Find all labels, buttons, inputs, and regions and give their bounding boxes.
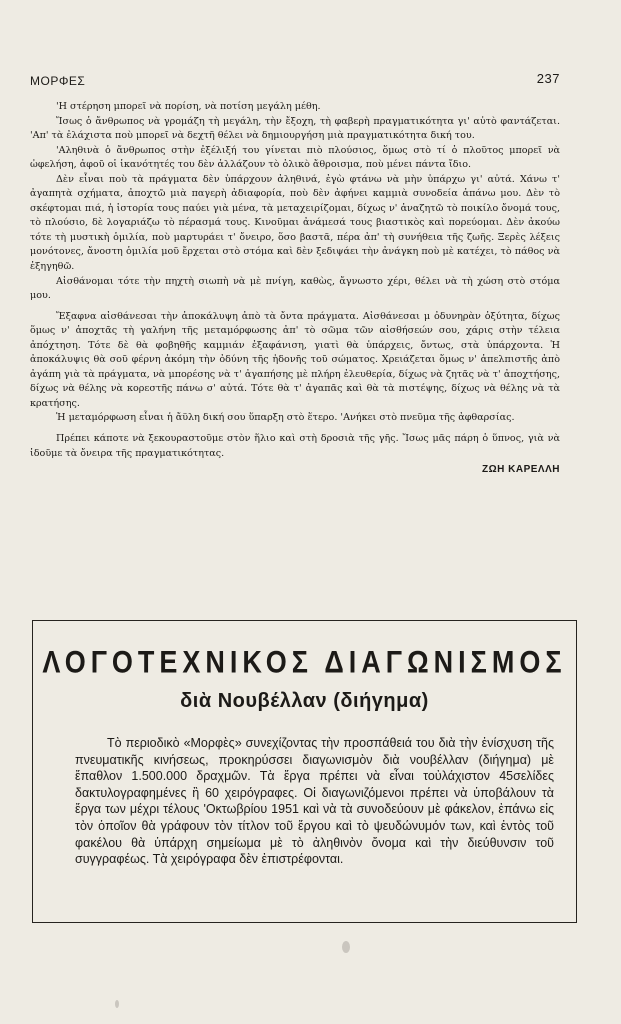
announcement-body [75,735,554,868]
paragraph: Ἡ μεταμόρφωση εἶναι ἡ ἄϋλη δική σου ὕπαρξη στὸ ἕτερο. 'Ανήκει στὸ πνεῦμα τῆς ἀφθαρσίας. [56,412,515,424]
journal-title: ΜΟΡΦΕΣ [30,74,86,88]
paragraph: Ἔξαφνα αἰσθάνεσαι τὴν ἀποκάλυψη ἀπὸ τὰ ὄντα πράγματα. Αἰσθάνεσαι μ ὀδυνηρὰν ὀξύτητα, δίχως ὅμως ν' ἀποχτᾶς τὴ γαλήνη τῆς μεταμόρφωσης ἀπ' τὸ σῶμα τῶν αἰσθήσεών σου, χάρις στὴν τέλεια ἀπόχτηση. Τότε δὲ θὰ φοβηθῆς καμμιάν ἐξαφάνιση, γιατὶ θὰ ὑπάρχεις, ὄντως, στὰ ὑπάρχοντα. Ἡ ἀποκάλυψις θὰ σοῦ φέρνη ἀκόμη τὴν ὀδύνη τῆς ἡδονῆς τοῦ σώματος. Χρειάζεται ὅμως ν' ἀπελπιστῆς ἀπὸ ἀγάπη γιὰ τὰ πράγματα, νὰ μπορέσης νὰ τ' ἀγαπήσης μὲ πλήρη ἐλευθερία, δίχως νὰ ζητᾶς νὰ τ' ἀποχτήσης, δίχως νὰ θέλης νὰ κορεστῆς πάνω σ' αὐτά. Τότε θὰ τ' ἀγαπᾶς καὶ θὰ τὰ πιστέψης, δίχως νὰ θέλης νὰ τὰ κρατήσης. [30,310,560,409]
ink-smudge [115,1000,119,1008]
announcement-subtitle: διὰ Νουβέλλαν (διήγημα) [180,690,429,712]
ink-smudge [342,941,350,953]
paragraph: Αἰσθάνομαι τότε τὴν πηχτὴ σιωπὴ νὰ μὲ πνίγη, καθὼς, ἄγνωστο χέρι, θέλει νὰ τὴ χώση στὸ στόμα μου. [30,275,560,302]
paragraph: 'Η στέρηση μπορεῖ νὰ πορίση, νὰ ποτίση μεγάλη μέθη. [56,101,321,112]
announcement-title: ΛΟΓΟΤΕΧΝΙΚΟΣ ΔΙΑΓΩΝΙΣΜΟΣ [42,644,567,680]
paragraph: Πρέπει κάποτε νὰ ξεκουραστοῦμε στὸν ἥλιο καὶ στὴ δροσιὰ τῆς γῆς. Ἴσως μᾶς πάρη ὁ ὕπνος, γιὰ νὰ ἰδοῦμε τὰ ὄνειρα τῆς πραγματικότητας. [30,433,560,459]
paragraph: Ἴσως ὁ ἄνθρωπος νὰ γρομάζη τὴ μεγάλη, τὴν ἔξοχη, τὴ φαβερὴ πραγματικότητα γι' αὐτὸ φαντάζεται. 'Απ' τὰ ἐλάχιστα ποὺ μπορεῖ νὰ δεχτῆ θέλει νὰ δημιουργήση μιὰ πραγματικότητα δική του. [30,115,560,142]
announcement-paragraph: Τὸ περιοδικὸ «Μορφὲς» συνεχίζοντας τὴν προσπάθειά του διὰ τὴν ἐνίσχυση τῆς πνευματικῆς κινήσεως, προκηρύσσει διαγωνισμὸν διὰ νουβέλλαν (διήγημα) μὲ ἔπαθλον 1.500.000 δραχμῶν. Τὰ ἔργα πρέπει νὰ εἶναι τοὐλάχιστον 45σελίδες δακτυλογραφημένες ἢ 60 χειρόγραφες. Οἱ διαγωνιζόμενοι πρέπει νὰ ὑποβάλουν τὰ ἔργα των μέχρι τέλους 'Οκτωβρίου 1951 καὶ νὰ τὰ συνοδεύουν μὲ φάκελον, ἐπάνω εἰς τὸν ὁποῖον θὰ γράφουν τὸν τίτλον τοῦ ἔργου καὶ τὸ ψευδώνυμόν των, καὶ ἐντὸς τοῦ φακέλου θὰ ὑπάρχη σημείωμα μὲ τὸ ἀληθινὸν ὄνομα καὶ τὴν διεύθυνσιν τοῦ συγγραφέως. Τὰ χειρόγραφα δὲν ἐπιστρέφονται. [75,736,554,867]
article-text [30,100,560,478]
author-signature: ΖΩΗ ΚΑΡΕΛΛΗ [482,464,560,476]
contest-announcement [32,620,577,923]
page-number: 237 [536,71,560,86]
paragraph: 'Αληθινὰ ὁ ἄνθρωπος στὴν ἐξέλιξή του γίνεται πιὸ πλούσιος, ὅμως στὸ τί ὁ πλοῦτος μπορεῖ νὰ ὠφελήση, ἀφοῦ οἱ ἱκανότητές του δὲν ἀλλάζουν τὸ ὁλικὸ ἄθροισμα, ποὺ μένει πάντα ἴδιο. [30,144,560,171]
paragraph: Δὲν εἶναι ποὺ τὰ πράγματα δὲν ὑπάρχουν ἀληθινά, ἐγὼ φτάνω νὰ μὴν ὑπάρχω γι' αὐτά. Χάνω τ' ἀγαπητὰ σχήματα, ἀποχτῶ μιὰ παγερὴ ἀδιαφορία, ποὺ δὲν ἀφήνει καμμιὰ συνοδεία ἀπάνω μου. Δὲν τὸ σκέφτομαι πιά, ἡ ἱστορία τους παύει γιὰ μένα, τὰ μεταχειρίζομαι, δίχως ν' ἀναζητῶ τὸ ποικίλο ὄνομά τους, τὸ πλούσιο, δὲ λογαριάζω τὸ πέρασμά τους. Κινοῦμαι ἀνάμεσά τους βιαστικὸς καὶ πορεύομαι. Δὲν ἀκούω τότε τὴ μυστικὴ ὁμιλία, ποὺ μαρτυράει τ' ὄνειρο, ὅσο βαστᾶ, πέρα ἀπ' τὴ συνήθεια τῆς ζωῆς. Ξερὲς λέξεις μονότονες, ἄνοστη ὁμιλία μοῦ ἔρχεται στὸ στόμα καὶ δὲν ξεδιψάει τὴν ἀνάγκη ποὺ μὲ κατέχει, τὸ πάθος νὰ ἐξηγηθῶ. [30,173,560,273]
page-header [30,71,560,91]
